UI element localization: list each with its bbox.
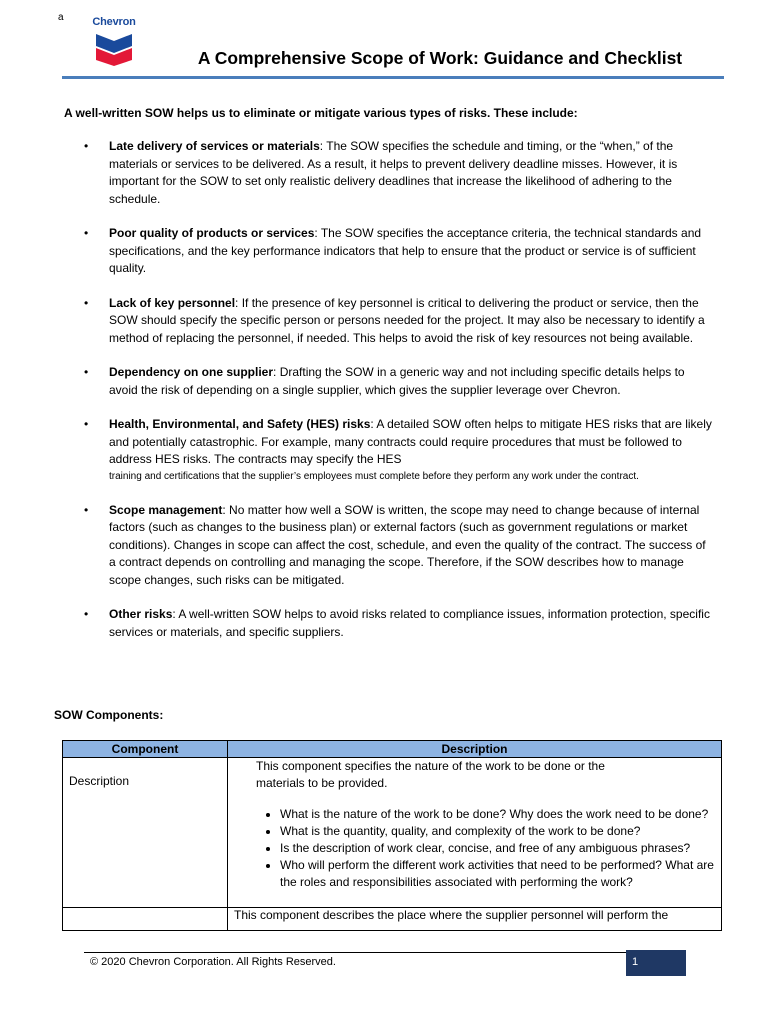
risk-item bbox=[84, 502, 714, 590]
risk-text: : A well-written SOW helps to avoid risks related to compliance issues, information protection, specific services or materials, and specific suppliers. bbox=[109, 607, 710, 639]
risk-text: : No matter how well a SOW is written, the scope may need to change because of internal factors (such as changes to the business plan) or external factors (such as government regulations or market conditions). Changes in scope can affect the cost, schedule, and even the quality of the contract. The success of a contract depends on controlling and managing the scope. Therefore, if the SOW describes how to manage scope changes, such risks can be mitigated. bbox=[109, 502, 706, 587]
description-cell bbox=[228, 758, 722, 908]
footer-copyright: © 2020 Chevron Corporation. All Rights Reserved. bbox=[90, 956, 336, 968]
risk-item bbox=[84, 225, 714, 278]
column-header: Component bbox=[63, 741, 228, 758]
page-number-box bbox=[626, 950, 686, 976]
component-cell: Description bbox=[63, 758, 228, 908]
bullet-icon: • bbox=[84, 226, 89, 240]
bullet-icon: • bbox=[84, 607, 89, 621]
question-item: • What is the quantity, quality, and complexity of the work to be done? bbox=[280, 823, 717, 840]
risk-term: Scope management bbox=[109, 502, 223, 517]
risk-text: : A detailed SOW often helps to mitigate HES risks that are likely and potentially catastrophic. For example, many contracts could require procedures that must be followed to address HES risks. The contracts may specify the HES bbox=[109, 417, 712, 466]
risk-text: : Drafting the SOW in a generic way and not including specific details helps to avoid the risk of depending on a single supplier, which gives the supplier leverage over Chevron. bbox=[109, 365, 685, 397]
footer-rule bbox=[84, 952, 686, 953]
question-list bbox=[256, 806, 717, 891]
risk-item bbox=[84, 138, 714, 208]
table-row bbox=[63, 758, 722, 908]
bullet-icon: • bbox=[84, 502, 89, 517]
column-header: Description bbox=[228, 741, 722, 758]
bullet-icon: • bbox=[84, 295, 89, 310]
page-number: 1 bbox=[632, 956, 639, 968]
risk-item bbox=[84, 606, 714, 641]
risk-term: Late delivery of services or materials bbox=[109, 139, 320, 153]
table-header-row bbox=[63, 741, 722, 758]
chevron-logo bbox=[90, 16, 138, 66]
table-row bbox=[63, 908, 722, 931]
risk-text: : The SOW specifies the schedule and timing, or the “when,” of the materials or services to be delivered. As a result, it helps to prevent delivery deadline misses. However, it is important for the SOW to set only realistic delivery deadlines that increase the likelihood of adhering to the schedule. bbox=[109, 139, 678, 206]
risk-list bbox=[84, 138, 714, 658]
risk-item bbox=[84, 416, 714, 485]
risk-term: Health, Environmental, and Safety (HES) risks bbox=[109, 417, 371, 431]
risk-term: Poor quality of products or services bbox=[109, 226, 315, 240]
bullet-icon: • bbox=[84, 139, 89, 153]
question-item: • What is the nature of the work to be done? Why does the work need to be done? bbox=[280, 806, 717, 823]
risk-term: Dependency on one supplier bbox=[109, 365, 274, 379]
risk-item bbox=[84, 364, 714, 399]
sow-components-heading: SOW Components: bbox=[54, 708, 164, 722]
intro-text: A well-written SOW helps us to eliminate or mitigate various types of risks. These include: bbox=[64, 106, 578, 120]
risk-text: : If the presence of key personnel is critical to delivering the product or service, then the SOW should specify the specific person or persons needed for the project. It may also be necessary to identify a method of replacing the personnel, if needed. This helps to avoid the risk of key resources not being available. bbox=[109, 295, 705, 345]
risk-term: Lack of key personnel bbox=[109, 295, 236, 310]
question-item: • Is the description of work clear, concise, and free of any ambiguous phrases? bbox=[280, 840, 717, 857]
description-intro: This component specifies the nature of the work to be done or the materials to be provided. bbox=[256, 759, 605, 790]
risk-text: : The SOW specifies the acceptance criteria, the technical standards and specifications, and the key performance indicators that help to ensure that the product or service is of sufficient quality. bbox=[109, 226, 702, 275]
risk-item bbox=[84, 295, 714, 348]
description-cell: This component describes the place where the supplier personnel will perform the bbox=[228, 908, 722, 931]
corner-mark: a bbox=[58, 12, 64, 23]
question-item: • Who will perform the different work activities that need to be performed? What are the roles and responsibilities associated with performing the work? bbox=[280, 857, 717, 891]
risk-term: Other risks bbox=[109, 607, 173, 621]
sow-components-table bbox=[62, 740, 722, 931]
risk-text-small: training and certifications that the supplier’s employees must complete before they perform any work under the contract. bbox=[109, 470, 639, 482]
logo-text: Chevron bbox=[92, 16, 136, 28]
bullet-icon: • bbox=[84, 365, 89, 379]
bullet-icon: • bbox=[84, 417, 89, 431]
title-rule bbox=[62, 76, 724, 79]
component-cell bbox=[63, 908, 228, 931]
document-title: A Comprehensive Scope of Work: Guidance and Checklist bbox=[197, 48, 683, 68]
